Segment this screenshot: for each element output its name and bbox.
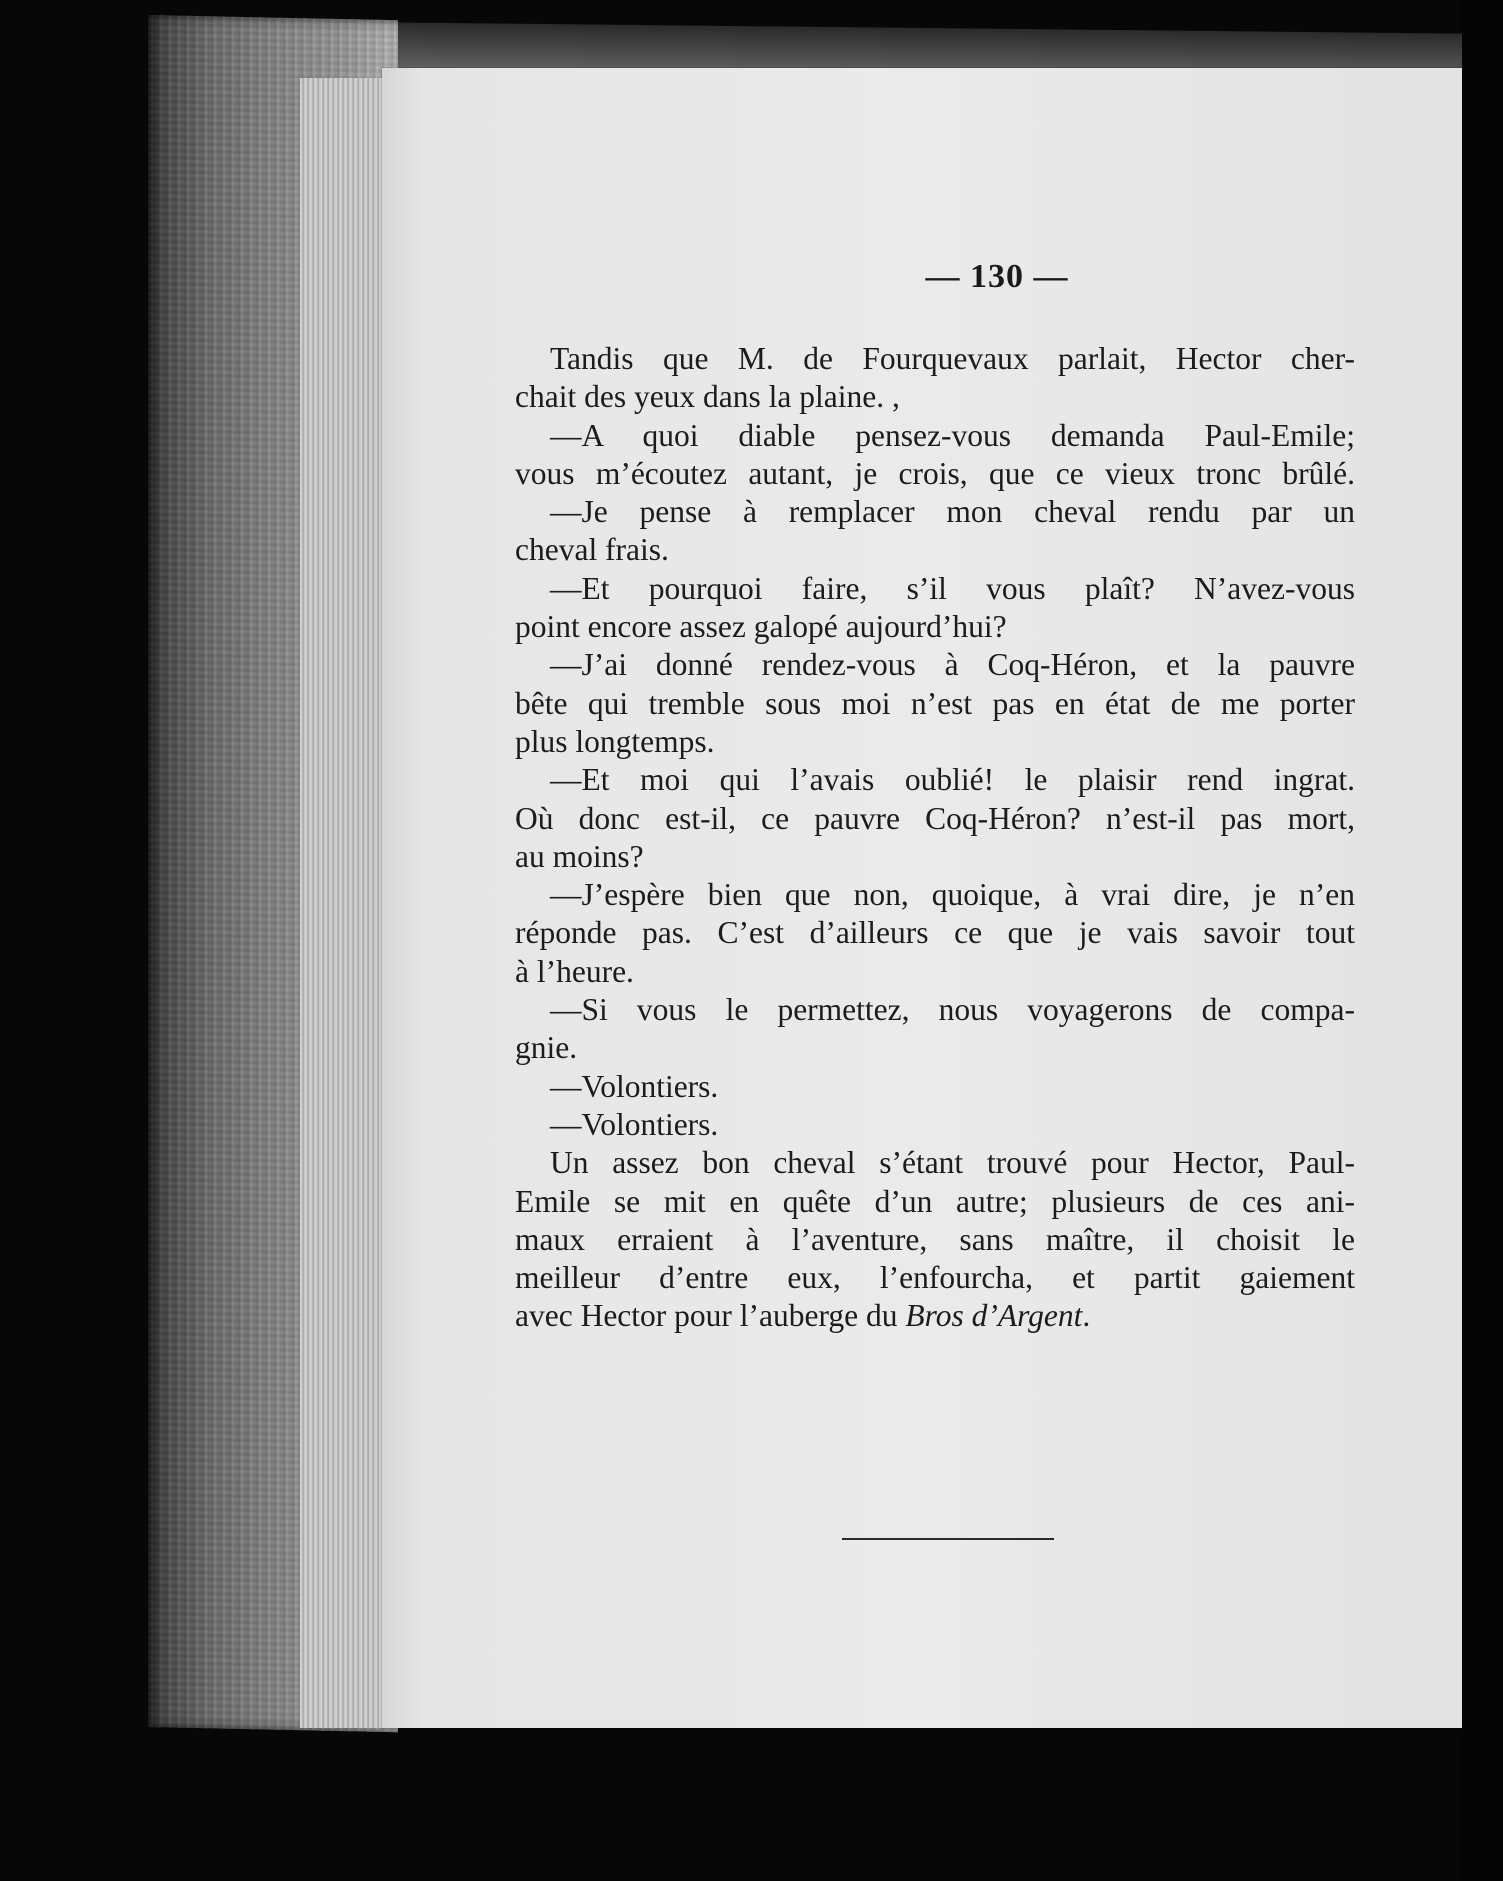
text-line: cheval frais. [515,532,669,568]
body-text [515,340,1355,1336]
text-line: —Volontiers. [550,1106,719,1142]
text-line: réponde pas. C’est d’ailleurs ce que je vais savoir tout [515,915,1355,951]
text-line: —Volontiers. [550,1068,719,1104]
right-shadow [1462,0,1503,1881]
text-line: Où donc est-il, ce pauvre Coq-Héron? n’est-il pas mort, [515,800,1355,836]
text-line: point encore assez galopé aujourd’hui? [515,609,1007,645]
text-line: Tandis que M. de Fourquevaux parlait, Hector cher- [550,341,1355,376]
page-number: — 130 — [925,258,1069,295]
text-line: —Je pense à remplacer mon cheval rendu par un [550,494,1355,530]
text-line: meilleur d’entre eux, l’enfourcha, et partit gaiement [515,1260,1355,1296]
inn-name: Bros d’Argent [905,1298,1083,1334]
text-line: —Et moi qui l’avais oublié! le plaisir rend ingrat. [550,762,1355,798]
text-line: au moins? [515,838,644,874]
text-line-end: . [1082,1298,1091,1334]
text-line: —Si vous le permettez, nous voyagerons de compa- [550,992,1355,1028]
text-line: Un assez bon cheval s’étant trouvé pour Hector, Paul- [550,1145,1355,1181]
text-line: chait des yeux dans la plaine. , [515,379,900,415]
text-line: maux erraient à l’aventure, sans maître, il choisit le [515,1221,1355,1257]
text-line: vous m’écoutez autant, je crois, que ce vieux tronc brûlé. [515,455,1355,491]
text-line: —A quoi diable pensez-vous demanda Paul-Emile; [550,417,1355,453]
end-rule [842,1538,1054,1540]
text-line: bête qui tremble sous moi n’est pas en état de me porter [515,685,1355,721]
text-line: —J’espère bien que non, quoique, à vrai dire, je n’en [550,877,1355,913]
text-line: —Et pourquoi faire, s’il vous plaît? N’avez-vous [550,570,1355,606]
book-page [382,68,1462,1728]
text-line-start: avec Hector pour l’auberge du [515,1298,906,1334]
text-line: gnie. [515,1030,578,1066]
text-line: Emile se mit en quête d’un autre; plusieurs de ces ani- [515,1183,1355,1219]
text-line: plus longtemps. [515,723,715,759]
text-line: à l’heure. [515,953,634,989]
text-line-final [515,1297,1355,1335]
text-line: —J’ai donné rendez-vous à Coq-Héron, et la pauvre [550,647,1355,683]
